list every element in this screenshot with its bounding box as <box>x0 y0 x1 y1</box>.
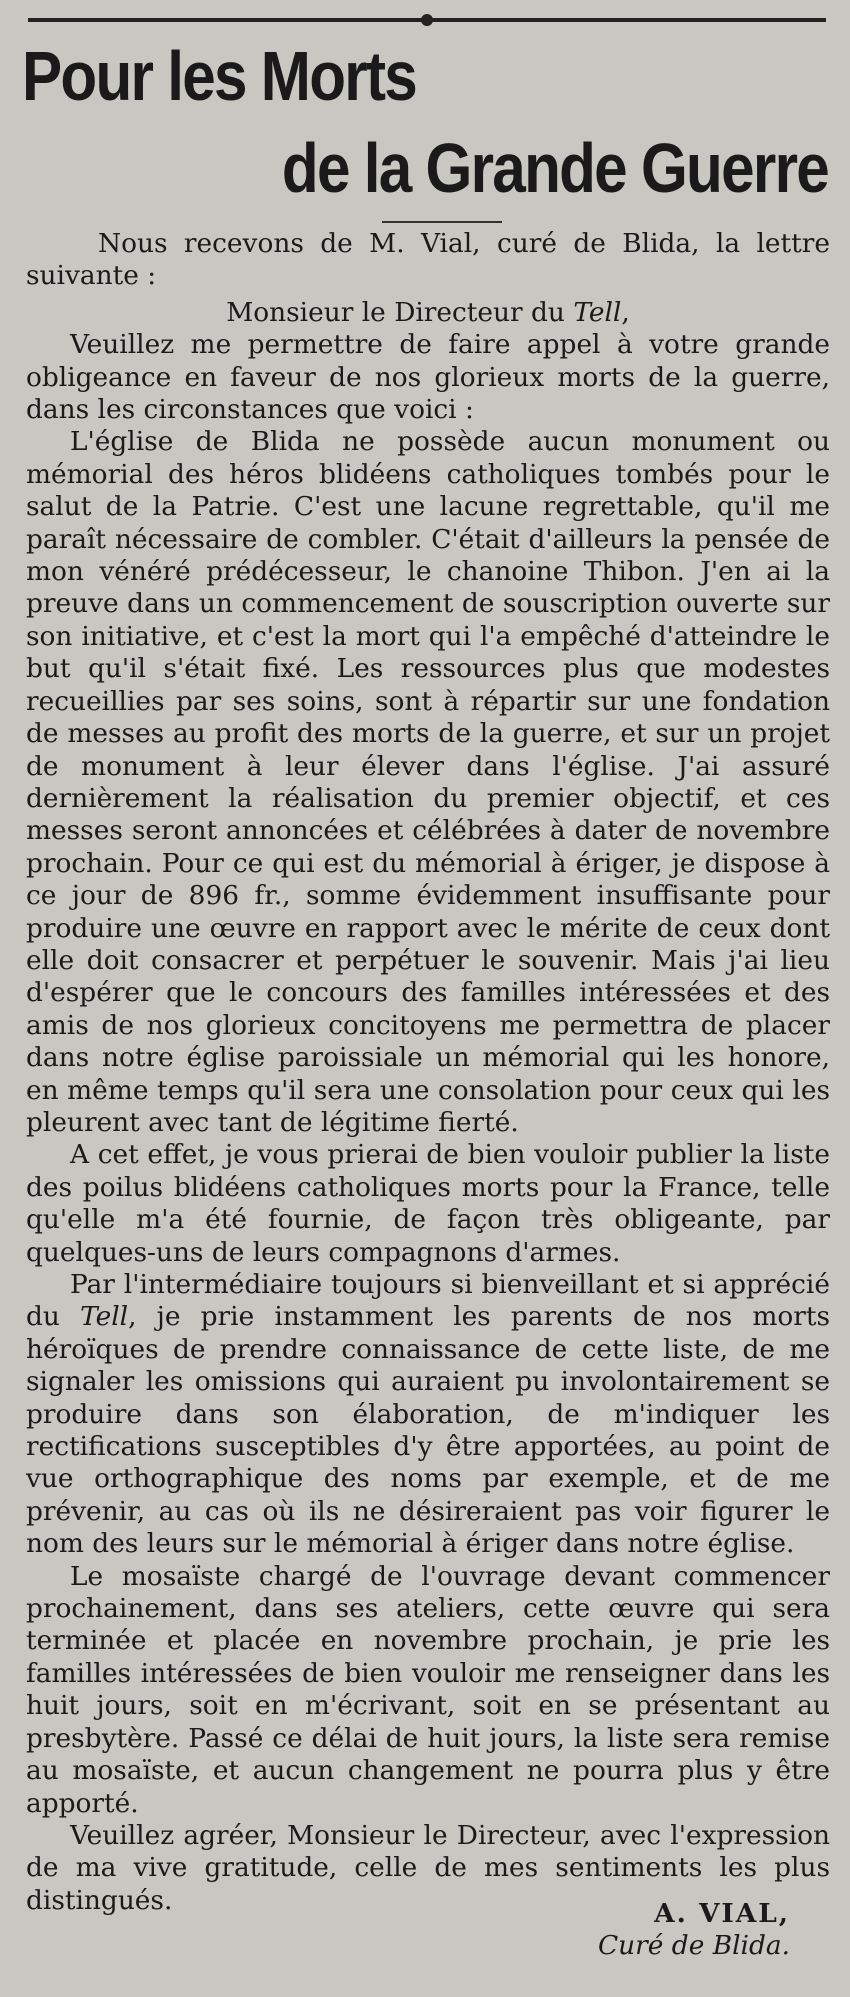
salutation-prefix: Monsieur le Directeur du <box>226 296 574 328</box>
salutation-suffix: , <box>621 296 630 328</box>
salutation <box>26 297 830 329</box>
paragraph-4-part-b: , je prie instamment les parents de nos morts héroïques de prendre connaissance de cette liste, de me signaler les omissions qui auraient pu involontairement se produire dans son élaboration, de m'indiquer les rectifications susceptibles d'y être apportées, au point de vue orthographique des noms par exemple, et de me prévenir, au cas où ils ne désireraient pas voir figurer le nom des leurs sur le mémorial à ériger dans notre église. <box>26 1301 830 1560</box>
signature-block <box>598 1898 790 1962</box>
paragraph-3: A cet effet, je vous prierai de bien vouloir publier la liste des poilus blidéens catholiques morts pour la France, telle qu'elle m'a été fournie, de façon très obligeante, par quelques-uns de leurs compagnons d'armes. <box>26 1139 830 1268</box>
top-ornament-rule <box>28 18 826 22</box>
signature-title: Curé de Blida. <box>597 1930 790 1961</box>
article-body <box>26 228 830 1917</box>
paragraph-4-part-a: Par l'intermédiaire toujours si bienveillant et si apprécié du <box>26 1269 830 1333</box>
paragraph-2: L'église de Blida ne possède aucun monument ou mémorial des héros blidéens catholiques tombés pour le salut de la Patrie. C'est une lacune regrettable, qu'il me paraît nécessaire de combler. C'était d'ailleurs la pensée de mon vénéré prédécesseur, le chanoine Thibon. J'en ai la preuve dans un commencement de souscription ouverte sur son initiative, et c'est la mort qui l'a empêché d'atteindre le but qu'il s'était fixé. Les ressources plus que modestes recueillies par ses soins, sont à répartir sur une fondation de messes au profit des morts de la guerre, et sur un projet de monument à leur élever dans l'église. J'ai assuré dernièrement la réalisation du premier objectif, et ces messes seront annoncées et célébrées à dater de novembre prochain. Pour ce qui est du mémorial à ériger, je dispose à ce jour de 896 fr., somme évidemment insuffisante pour produire une œuvre en rapport avec le mérite de ceux dont elle doit consacrer et perpétuer le souvenir. Mais j'ai lieu d'espérer que le concours des familles intéressées et des amis de nos glorieux concitoyens me permettra de placer dans notre église paroissiale un mémorial qui les honore, en même temps qu'il sera une consolation pour ceux qui les pleurent avec tant de légitime fierté. <box>26 426 830 1138</box>
paragraph-4 <box>26 1269 830 1561</box>
headline-divider <box>382 221 502 223</box>
headline-line-1: Pour les Morts <box>22 37 417 115</box>
paragraph-1: Veuillez me permettre de faire appel à votre grande obligeance en faveur de nos glorieux morts de la guerre, dans les circonstances que voici : <box>26 329 830 426</box>
paragraph-6: Veuillez agréer, Monsieur le Directeur, avec l'expression de ma vive gratitude, celle de mes sentiments les plus distingués. <box>26 1819 830 1916</box>
intro-paragraph: Nous recevons de M. Vial, curé de Blida, la lettre suivante : <box>26 228 830 292</box>
paragraph-5: Le mosaïste chargé de l'ouvrage devant commencer prochainement, dans ses ateliers, cette œuvre qui sera terminée et placée en novembre prochain, je prie les familles intéressées de bien vouloir me renseigner dans les huit jours, soit en m'écrivant, soit en se présentant au presbytère. Passé ce délai de huit jours, la liste sera remise au mosaïste, et aucun changement ne pourra plus y être apporté. <box>26 1560 830 1819</box>
paragraph-4-paper-name: Tell <box>80 1301 129 1333</box>
headline-line-2: de la Grande Guerre <box>281 129 828 207</box>
signature-name: A. VIAL, <box>654 1898 790 1929</box>
salutation-paper-name: Tell <box>573 296 622 328</box>
